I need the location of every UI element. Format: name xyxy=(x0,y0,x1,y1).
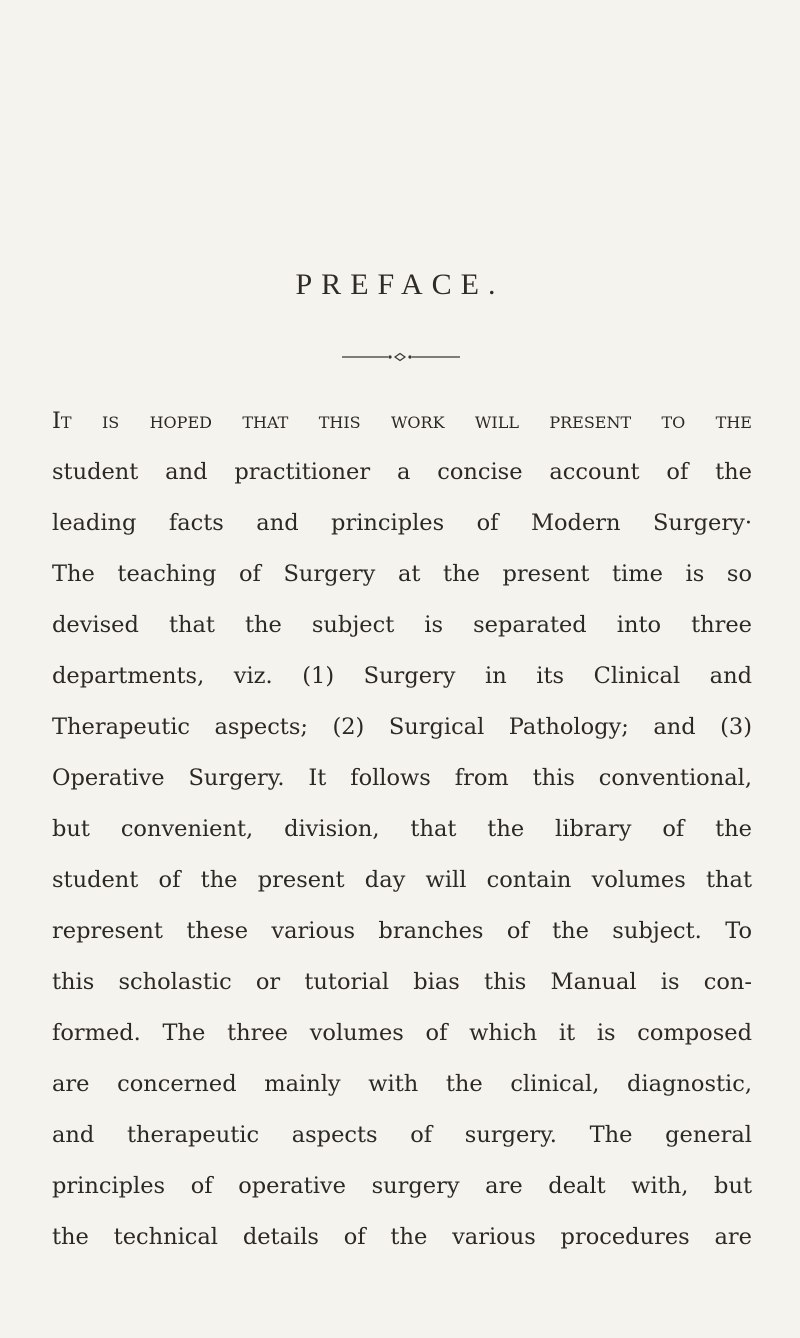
text-line: formed. The three volumes of which it is composed xyxy=(52,1020,752,1046)
ornament-divider xyxy=(342,352,460,362)
text-line: student and practitioner a concise account of the xyxy=(52,459,752,485)
text-line: represent these various branches of the subject. To xyxy=(52,918,752,944)
text-line: student of the present day will contain volumes that xyxy=(52,867,752,893)
text-line: The teaching of Surgery at the present time is so xyxy=(52,561,752,587)
text-line: this scholastic or tutorial bias this Manual is con- xyxy=(52,969,752,995)
text-line: the technical details of the various procedures are xyxy=(52,1224,752,1250)
text-line: departments, viz. (1) Surgery in its Clinical and xyxy=(52,663,752,689)
text-line: leading facts and principles of Modern Surgery· xyxy=(52,510,752,536)
text-line: principles of operative surgery are dealt with, but xyxy=(52,1173,752,1199)
text-line: but convenient, division, that the library of the xyxy=(52,816,752,842)
preface-heading: PREFACE. xyxy=(295,268,505,301)
preface-paragraph xyxy=(52,396,752,1263)
text-line: are concerned mainly with the clinical, diagnostic, xyxy=(52,1071,752,1097)
text-line: It is hoped that this work will present to the xyxy=(52,408,752,434)
text-line: devised that the subject is separated into three xyxy=(52,612,752,638)
text-line: and therapeutic aspects of surgery. The general xyxy=(52,1122,752,1148)
text-line: Therapeutic aspects; (2) Surgical Pathology; and (3) xyxy=(52,714,752,740)
text-line: Operative Surgery. It follows from this conventional, xyxy=(52,765,752,791)
